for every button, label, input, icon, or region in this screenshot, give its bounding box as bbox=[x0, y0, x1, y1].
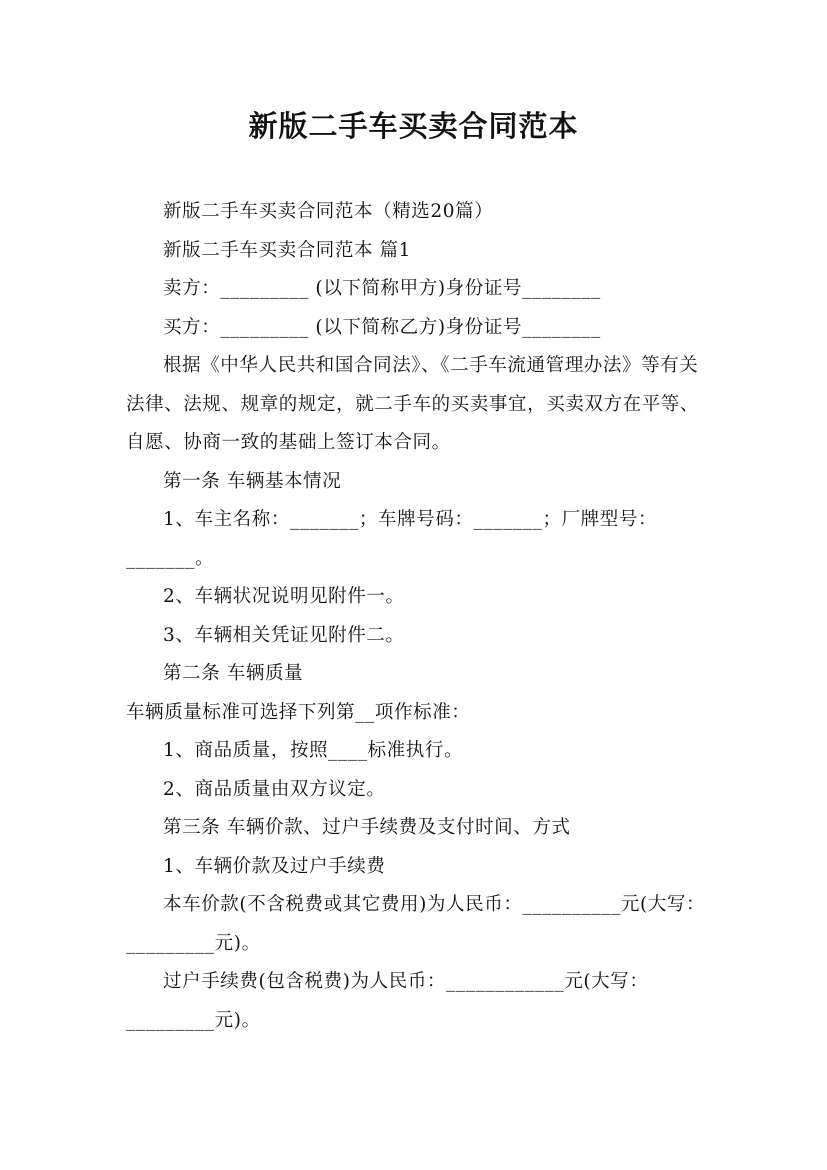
document-title: 新版二手车买卖合同范本 bbox=[248, 109, 579, 143]
paragraph-article-1: 第一条 车辆基本情况 bbox=[163, 470, 342, 492]
paragraph-price: 本车价款(不含税费或其它费用)为人民币：__________元(大写：_________元)。 bbox=[126, 894, 706, 954]
paragraph-buyer: 买方：_________ (以下简称乙方)身份证号________ bbox=[163, 316, 601, 338]
paragraph-article-2: 第二条 车辆质量 bbox=[163, 663, 304, 684]
paragraph-attachment-2: 3、车辆相关凭证见附件二。 bbox=[163, 624, 405, 646]
paragraph-price-heading: 1、车辆价款及过户手续费 bbox=[163, 855, 386, 877]
paragraph-attachment-1: 2、车辆状况说明见附件一。 bbox=[163, 586, 405, 607]
document-body bbox=[126, 193, 716, 1040]
paragraph-subtitle: 新版二手车买卖合同范本（精选20篇） bbox=[163, 201, 494, 222]
paragraph-section-heading: 新版二手车买卖合同范本 篇1 bbox=[163, 239, 412, 261]
paragraph-quality-standard: 车辆质量标准可选择下列第__项作标准： bbox=[126, 701, 471, 723]
paragraph-seller: 卖方：_________ (以下简称甲方)身份证号________ bbox=[163, 278, 601, 299]
paragraph-transfer-fee: 过户手续费(包含税费)为人民币：____________元(大写：_________元)。 bbox=[126, 971, 649, 1031]
paragraph-article-3: 第三条 车辆价款、过户手续费及支付时间、方式 bbox=[163, 817, 571, 838]
paragraph-vehicle-info: 1、车主名称：_______；车牌号码：_______；厂牌型号：_______。 bbox=[126, 509, 658, 569]
paragraph-quality-1: 1、商品质量，按照____标准执行。 bbox=[163, 740, 464, 761]
paragraph-quality-2: 2、商品质量由双方议定。 bbox=[163, 778, 386, 800]
paragraph-preamble: 根据《中华人民共和国合同法》、《二手车流通管理办法》等有关法律、法规、规章的规定，就二手车的买卖事宜，买卖双方在平等、自愿、协商一致的基础上签订本合同。 bbox=[126, 355, 700, 453]
